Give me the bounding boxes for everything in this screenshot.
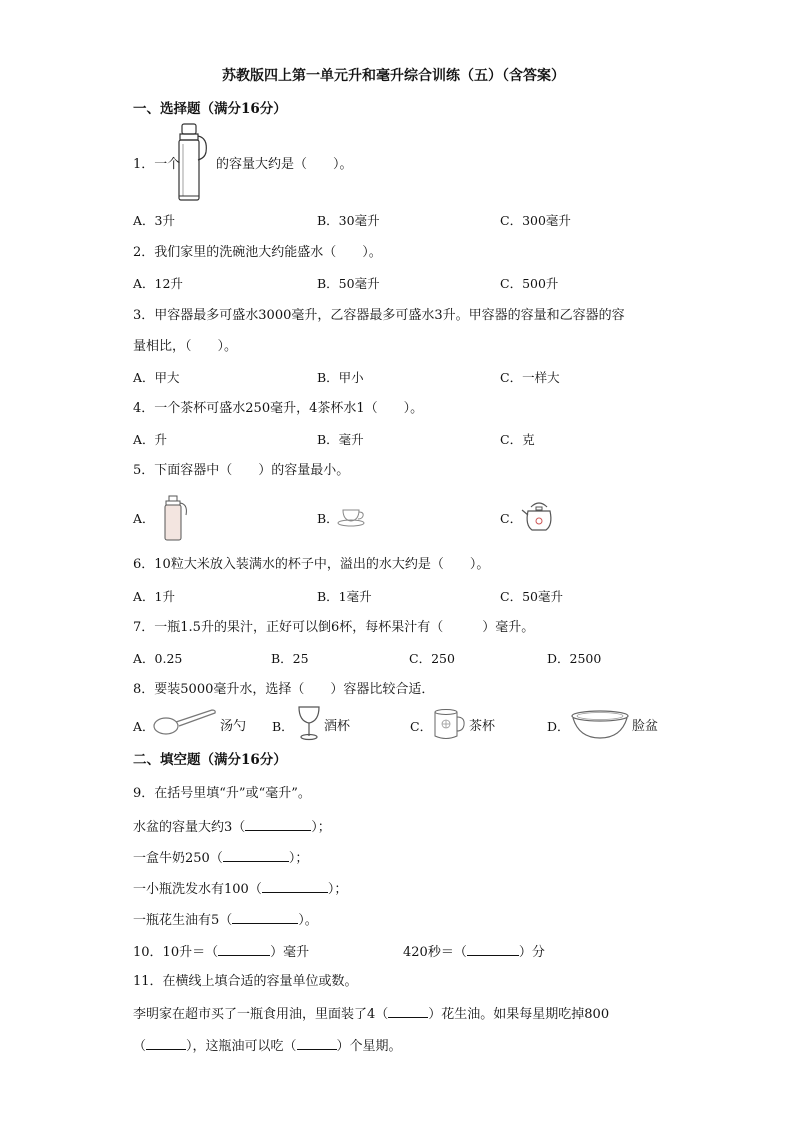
- q5-option-a[interactable]: A．: [133, 511, 155, 526]
- q11-line-1: [133, 1005, 609, 1023]
- q6-option-a[interactable]: A．1升: [133, 589, 175, 604]
- q7-option-d[interactable]: D．2500: [547, 651, 602, 666]
- question-7-text: 7．一瓶1.5升的果汁，正好可以倒6杯，每杯果汁有（ ）毫升。: [133, 620, 535, 635]
- q3-option-a[interactable]: A．甲大: [133, 370, 180, 385]
- q9-item-1: [133, 818, 331, 836]
- q5-option-c[interactable]: C．: [500, 511, 523, 526]
- mug-icon: [432, 708, 466, 742]
- q11-line-2-a: （: [133, 1039, 147, 1054]
- q7-option-c[interactable]: C．250: [409, 651, 455, 666]
- q11-line-2: [133, 1037, 402, 1055]
- question-3-line1: 3．甲容器最多可盛水3000毫升，乙容器最多可盛水3升。甲容器的容量和乙容器的容: [133, 308, 625, 323]
- q1-option-b[interactable]: B．30毫升: [317, 213, 380, 228]
- ladle-icon: [152, 706, 218, 738]
- q2-option-a[interactable]: A．12升: [133, 276, 183, 291]
- q11-blank-1[interactable]: [388, 1005, 428, 1018]
- q9-blank-1[interactable]: [245, 818, 311, 831]
- q9-item-4-suffix: ）。: [298, 913, 318, 928]
- q3-option-b[interactable]: B．甲小: [317, 370, 364, 385]
- q9-item-4: [133, 911, 318, 929]
- q11-line-1-b: ）花生油。如果每星期吃掉800: [428, 1007, 610, 1022]
- q10-part-2-prefix: 420秒＝（: [403, 945, 467, 960]
- wine-glass-icon: [296, 705, 322, 741]
- teacup-icon: [337, 506, 367, 528]
- kettle-icon: [521, 499, 557, 533]
- q11-blank-2[interactable]: [146, 1037, 186, 1050]
- q10-part-1-prefix: 10．10升＝（: [133, 945, 219, 960]
- q1-option-a[interactable]: A．3升: [133, 213, 175, 228]
- q8-option-b[interactable]: B．: [272, 719, 294, 734]
- q9-item-3-prefix: 一小瓶洗发水有100（: [133, 882, 262, 897]
- q9-item-1-prefix: 水盆的容量大约3（: [133, 820, 246, 835]
- q9-blank-4[interactable]: [232, 911, 298, 924]
- question-3-line2: 量相比，（ ）。: [133, 339, 238, 354]
- q8-option-d-label: 脸盆: [632, 719, 659, 734]
- q8-option-d[interactable]: D．: [547, 719, 570, 734]
- q8-option-b-label: 酒杯: [324, 719, 351, 734]
- page-title: 苏教版四上第一单元升和毫升综合训练（五）（含答案）: [222, 68, 565, 84]
- q11-line-1-a: 李明家在超市买了一瓶食用油，里面装了4（: [133, 1007, 389, 1022]
- q9-item-2-prefix: 一盒牛奶250（: [133, 851, 223, 866]
- q9-blank-2[interactable]: [223, 849, 289, 862]
- q8-option-c[interactable]: C．: [410, 719, 433, 734]
- q5-option-b[interactable]: B．: [317, 511, 339, 526]
- question-1-prefix: 1．一个: [133, 157, 181, 172]
- q9-item-3: [133, 880, 347, 898]
- question-1-suffix: 的容量大约是（ ）。: [216, 157, 353, 172]
- question-11-text: 11．在横线上填合适的容量单位或数。: [133, 974, 358, 989]
- q9-item-2: [133, 849, 308, 867]
- q11-line-2-b: ），这瓶油可以吃（: [186, 1039, 297, 1054]
- q6-option-c[interactable]: C．50毫升: [500, 589, 563, 604]
- question-8-text: 8．要装5000毫升水，选择（ ）容器比较合适．: [133, 682, 435, 697]
- q10-part-2-suffix: ）分: [518, 945, 545, 960]
- q4-option-b[interactable]: B．毫升: [317, 432, 364, 447]
- q8-option-a-label: 汤勺: [220, 719, 247, 734]
- question-6-text: 6．10粒大米放入装满水的杯子中，溢出的水大约是（ ）。: [133, 557, 490, 572]
- q9-item-3-suffix: ）；: [327, 882, 348, 897]
- q8-option-c-label: 茶杯: [469, 719, 496, 734]
- q6-option-b[interactable]: B．1毫升: [317, 589, 372, 604]
- q3-option-c[interactable]: C．一样大: [500, 370, 560, 385]
- q2-option-c[interactable]: C．500升: [500, 276, 559, 291]
- q9-item-4-prefix: 一瓶花生油有5（: [133, 913, 233, 928]
- q7-option-a[interactable]: A．0.25: [133, 651, 183, 666]
- q10-part-1: [133, 943, 309, 961]
- q2-option-b[interactable]: B．50毫升: [317, 276, 380, 291]
- q10-part-1-suffix: ）毫升: [270, 945, 310, 960]
- q11-line-2-c: ）个星期。: [336, 1039, 402, 1054]
- question-2-text: 2．我们家里的洗碗池大约能盛水（ ）。: [133, 245, 382, 260]
- section-heading-choice: 一、选择题（满分16分）: [133, 101, 287, 117]
- q9-item-2-suffix: ）；: [288, 851, 309, 866]
- q10-blank-2[interactable]: [467, 943, 519, 956]
- q7-option-b[interactable]: B．25: [271, 651, 309, 666]
- q11-blank-3[interactable]: [297, 1037, 337, 1050]
- q10-blank-1[interactable]: [218, 943, 270, 956]
- question-9-text: 9．在括号里填“升”或“毫升”。: [133, 786, 311, 801]
- q4-option-a[interactable]: A．升: [133, 432, 168, 447]
- q8-option-a[interactable]: A．: [133, 719, 155, 734]
- basin-icon: [570, 709, 630, 741]
- q1-option-c[interactable]: C．300毫升: [500, 213, 571, 228]
- question-4-text: 4．一个茶杯可盛水250毫升，4茶杯水1（ ）。: [133, 401, 424, 416]
- q4-option-c[interactable]: C．克: [500, 432, 535, 447]
- q9-item-1-suffix: ）；: [311, 820, 331, 835]
- question-5-text: 5．下面容器中（ ）的容量最小。: [133, 463, 350, 478]
- section-heading-fill: 二、填空题（满分16分）: [133, 752, 287, 768]
- thermos-bottle-icon: [162, 494, 190, 542]
- q9-blank-3[interactable]: [262, 880, 328, 893]
- q10-part-2: [403, 943, 545, 961]
- thermos-icon: [174, 122, 214, 204]
